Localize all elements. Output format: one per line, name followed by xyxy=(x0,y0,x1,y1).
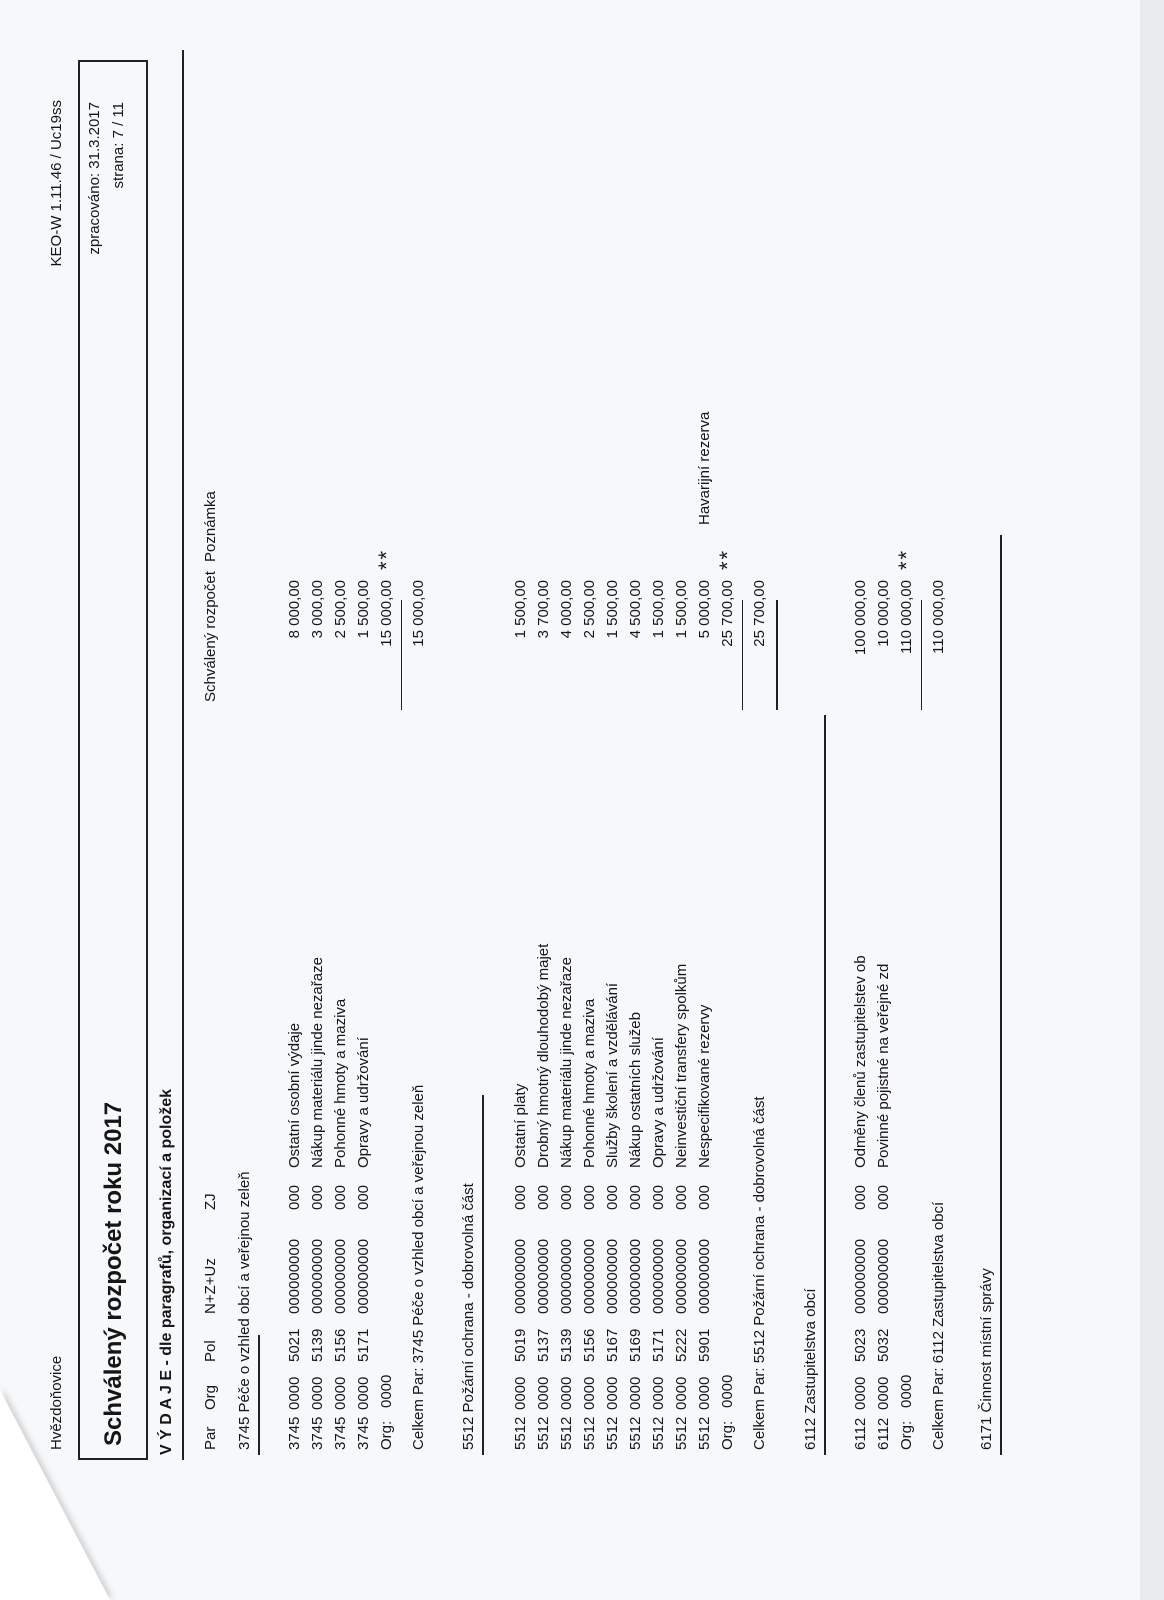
section-rule xyxy=(1000,535,1002,1455)
org-code: 0000 xyxy=(719,1374,736,1408)
cell-amount: 1 500,00 xyxy=(512,580,529,639)
table-row xyxy=(535,0,557,1600)
org-label: Org: xyxy=(719,1420,736,1450)
cell-nzu: 000000000 xyxy=(332,1238,349,1314)
cell-amount: 100 000,00 xyxy=(852,580,869,656)
cell-nzu: 000000000 xyxy=(875,1238,892,1314)
subtotal-marker: ** xyxy=(374,548,399,570)
col-nzu: N+Z+Uz xyxy=(202,1258,219,1314)
org-label: Org: xyxy=(898,1420,915,1450)
paragraph-total: 25 700,00 xyxy=(751,580,768,647)
cell-par: 6112 xyxy=(852,1417,869,1450)
cell-zj: 000 xyxy=(627,1184,644,1210)
section-heading: 5512 Požární ochrana - dobrovolná část xyxy=(460,1183,477,1450)
cell-pol: 5222 xyxy=(673,1328,690,1362)
cell-par: 5512 xyxy=(627,1416,644,1450)
cell-nzu: 000000000 xyxy=(650,1238,667,1314)
cell-amount: 4 000,00 xyxy=(558,580,575,639)
org-label: Org: xyxy=(378,1420,395,1450)
table-row xyxy=(558,0,580,1600)
cell-zj: 000 xyxy=(309,1184,326,1210)
section-heading: 3745 Péče o vzhled obcí a veřejnou zeleň xyxy=(236,1171,253,1450)
software-version: KEO-W 1.11.46 / Uc19ss xyxy=(48,100,65,267)
org-subtotal: 25 700,00 xyxy=(719,580,736,647)
table-row xyxy=(332,0,354,1600)
org-code: 0000 xyxy=(898,1374,915,1408)
cell-nzu: 000000000 xyxy=(286,1238,303,1314)
cell-amount: 1 500,00 xyxy=(673,580,690,639)
document-title: Schválený rozpočet roku 2017 xyxy=(100,1101,127,1446)
col-note: Poznámka xyxy=(202,491,219,562)
cell-desc: Ostatní osobní výdaje xyxy=(286,1022,303,1168)
cell-zj: 000 xyxy=(581,1184,598,1210)
cell-amount: 10 000,00 xyxy=(875,580,892,647)
cell-par: 5512 xyxy=(512,1416,529,1450)
col-par: Par xyxy=(202,1426,219,1450)
cell-desc: Služby školení a vzdělávání xyxy=(604,982,621,1168)
section-rule xyxy=(482,1095,484,1455)
cell-desc: Drobný hmotný dlouhodobý majet xyxy=(535,943,552,1168)
paragraph-total-row xyxy=(751,0,773,1600)
total-underline xyxy=(776,600,778,710)
paragraph-total: 110 000,00 xyxy=(930,580,947,654)
cell-org: 0000 xyxy=(286,1376,303,1410)
cell-par: 5512 xyxy=(558,1416,575,1450)
paragraph-total-row xyxy=(930,0,952,1600)
section-rule xyxy=(824,715,826,1455)
cell-nzu: 000000000 xyxy=(581,1238,598,1314)
cell-par: 5512 xyxy=(581,1416,598,1450)
city-name: Hvězdoňovice xyxy=(48,1355,65,1450)
cell-desc: Neinvestiční transfery spolkům xyxy=(673,963,690,1168)
cell-par: 3745 xyxy=(286,1416,303,1450)
total-rule xyxy=(401,600,402,710)
cell-org: 0000 xyxy=(696,1376,713,1410)
report-subtitle: V Ý D A J E - dle paragrafů, organizací a položek xyxy=(158,1088,175,1455)
cell-desc: Pohonné hmoty a maziva xyxy=(581,998,598,1168)
cell-org: 0000 xyxy=(355,1376,372,1410)
subtotal-marker: ** xyxy=(894,548,919,570)
cell-desc: Nákup materiálu jinde nezařaze xyxy=(558,957,575,1168)
cell-org: 0000 xyxy=(650,1376,667,1410)
cell-amount: 2 500,00 xyxy=(332,580,349,639)
table-row xyxy=(309,0,331,1600)
cell-nzu: 000000000 xyxy=(673,1238,690,1314)
cell-pol: 5167 xyxy=(604,1328,621,1362)
cell-pol: 5023 xyxy=(852,1328,869,1362)
cell-desc: Nákup ostatních služeb xyxy=(627,1012,644,1168)
cell-org: 0000 xyxy=(535,1376,552,1410)
cell-org: 0000 xyxy=(673,1376,690,1410)
col-pol: Pol xyxy=(202,1340,219,1362)
org-subtotal-row xyxy=(715,0,741,1600)
cell-par: 5512 xyxy=(673,1416,690,1450)
cell-pol: 5137 xyxy=(535,1328,552,1362)
cell-desc: Ostatní platy xyxy=(512,1083,529,1168)
cell-pol: 5171 xyxy=(355,1328,372,1362)
cell-org: 0000 xyxy=(558,1376,575,1410)
subtotal-marker: ** xyxy=(715,548,740,570)
cell-amount: 5 000,00 xyxy=(696,580,713,639)
cell-zj: 000 xyxy=(696,1184,713,1210)
cell-nzu: 000000000 xyxy=(535,1238,552,1314)
page-number: strana: 7 / 11 xyxy=(110,102,127,189)
cell-note: Havarijní rezerva xyxy=(696,411,713,525)
org-subtotal-row xyxy=(894,0,920,1600)
col-org: Org xyxy=(202,1384,219,1410)
cell-pol: 5139 xyxy=(309,1328,326,1362)
cell-par: 3745 xyxy=(332,1416,349,1450)
cell-pol: 5019 xyxy=(512,1328,529,1362)
section-rule xyxy=(258,1335,260,1455)
cell-desc: Pohonné hmoty a maziva xyxy=(332,998,349,1168)
cell-zj: 000 xyxy=(512,1184,529,1210)
cell-pol: 5139 xyxy=(558,1328,575,1362)
cell-pol: 5901 xyxy=(696,1328,713,1362)
cell-desc: Povinné pojistné na veřejné zd xyxy=(875,963,892,1168)
cell-zj: 000 xyxy=(332,1184,349,1210)
cell-amount: 3 000,00 xyxy=(309,580,326,639)
table-row xyxy=(673,0,695,1600)
total-label: Celkem Par: 3745 Péče o vzhled obcí a veřejnou zeleň xyxy=(410,1084,427,1450)
cell-org: 0000 xyxy=(627,1376,644,1410)
cell-zj: 000 xyxy=(852,1184,869,1210)
table-row xyxy=(604,0,626,1600)
cell-amount: 2 500,00 xyxy=(581,580,598,639)
cell-zj: 000 xyxy=(558,1184,575,1210)
total-label: Celkem Par: 5512 Požární ochrana - dobrovolná část xyxy=(751,1096,768,1450)
cell-amount: 8 000,00 xyxy=(286,580,303,639)
cell-nzu: 000000000 xyxy=(604,1238,621,1314)
cell-pol: 5156 xyxy=(581,1328,598,1362)
cell-pol: 5021 xyxy=(286,1328,303,1362)
col-zj: ZJ xyxy=(202,1193,219,1210)
table-row xyxy=(627,0,649,1600)
cell-pol: 5032 xyxy=(875,1328,892,1362)
org-code: 0000 xyxy=(378,1374,395,1408)
cell-org: 0000 xyxy=(332,1376,349,1410)
table-row xyxy=(852,0,874,1600)
cell-desc: Nákup materiálu jinde nezařaze xyxy=(309,957,326,1168)
cell-nzu: 000000000 xyxy=(512,1238,529,1314)
total-rule xyxy=(921,600,922,710)
cell-zj: 000 xyxy=(535,1184,552,1210)
cell-org: 0000 xyxy=(512,1376,529,1410)
cell-par: 6112 xyxy=(875,1417,892,1450)
title-box xyxy=(78,60,148,1460)
cell-par: 3745 xyxy=(309,1416,326,1450)
cell-par: 5512 xyxy=(604,1416,621,1450)
org-subtotal-row xyxy=(374,0,400,1600)
cell-desc: Nespecifikované rezervy xyxy=(696,1004,713,1168)
col-approved: Schválený rozpočet xyxy=(202,571,219,702)
paragraph-total: 15 000,00 xyxy=(410,580,427,647)
cell-desc: Odměny členů zastupitelstev ob xyxy=(852,955,869,1168)
cell-amount: 1 500,00 xyxy=(604,580,621,639)
cell-par: 5512 xyxy=(650,1416,667,1450)
cell-amount: 1 500,00 xyxy=(355,580,372,639)
cell-nzu: 000000000 xyxy=(558,1238,575,1314)
cell-org: 0000 xyxy=(875,1376,892,1410)
cell-nzu: 000000000 xyxy=(355,1238,372,1314)
cell-nzu: 000000000 xyxy=(309,1238,326,1314)
cell-amount: 3 700,00 xyxy=(535,580,552,639)
cell-pol: 5169 xyxy=(627,1328,644,1362)
cell-amount: 4 500,00 xyxy=(627,580,644,639)
cell-nzu: 000000000 xyxy=(852,1238,869,1314)
cell-nzu: 000000000 xyxy=(627,1238,644,1314)
cell-zj: 000 xyxy=(875,1184,892,1210)
cell-amount: 1 500,00 xyxy=(650,580,667,639)
cell-nzu: 000000000 xyxy=(696,1238,713,1314)
table-row xyxy=(512,0,534,1600)
total-rule xyxy=(742,600,743,710)
section-heading: 6171 Činnost místní správy xyxy=(978,1268,995,1450)
table-row xyxy=(286,0,308,1600)
table-row xyxy=(581,0,603,1600)
cell-desc: Opravy a udržování xyxy=(355,1037,372,1168)
cell-org: 0000 xyxy=(604,1376,621,1410)
org-subtotal: 110 000,00 xyxy=(898,580,915,654)
table-row xyxy=(696,0,718,1600)
cell-pol: 5156 xyxy=(332,1328,349,1362)
cell-zj: 000 xyxy=(604,1184,621,1210)
cell-zj: 000 xyxy=(355,1184,372,1210)
org-subtotal: 15 000,00 xyxy=(378,580,395,647)
table-row xyxy=(355,0,377,1600)
cell-org: 0000 xyxy=(581,1376,598,1410)
cell-par: 3745 xyxy=(355,1416,372,1450)
paragraph-total-row xyxy=(410,0,432,1600)
section-heading: 6112 Zastupitelstva obcí xyxy=(802,1288,819,1450)
cell-pol: 5171 xyxy=(650,1328,667,1362)
cell-zj: 000 xyxy=(650,1184,667,1210)
cell-zj: 000 xyxy=(286,1184,303,1210)
cell-org: 0000 xyxy=(852,1376,869,1410)
cell-zj: 000 xyxy=(673,1184,690,1210)
total-label: Celkem Par: 6112 Zastupitelstva obcí xyxy=(930,1201,947,1450)
cell-par: 5512 xyxy=(535,1416,552,1450)
cell-org: 0000 xyxy=(309,1376,326,1410)
processed-date: zpracováno: 31.3.2017 xyxy=(86,102,103,255)
table-row xyxy=(650,0,672,1600)
cell-desc: Opravy a udržování xyxy=(650,1037,667,1168)
cell-par: 5512 xyxy=(696,1416,713,1450)
header-rule xyxy=(182,50,184,1460)
table-row xyxy=(875,0,897,1600)
